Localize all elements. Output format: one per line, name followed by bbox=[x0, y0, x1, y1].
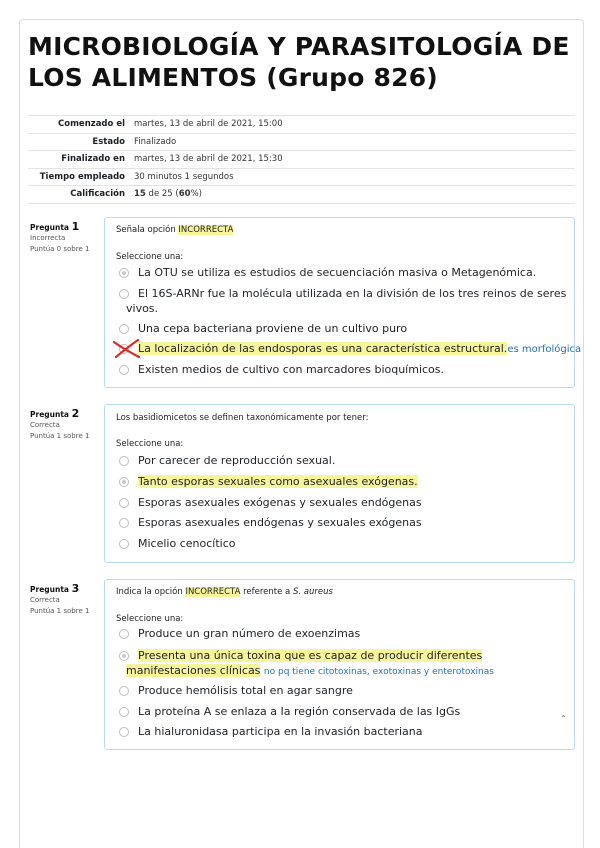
option-text: Esporas asexuales exógenas y sexuales endógenas bbox=[138, 496, 422, 509]
summary-row-grade bbox=[28, 186, 575, 204]
grade-middle: de 25 ( bbox=[145, 189, 179, 200]
question-text-prefix: Señala opción bbox=[116, 225, 179, 235]
radio-button[interactable] bbox=[119, 518, 129, 528]
radio-button[interactable] bbox=[119, 539, 129, 549]
answer-option[interactable] bbox=[118, 724, 568, 739]
handwritten-annotation: no pq tiene citotoxinas, exotoxinas y enterotoxinas bbox=[263, 667, 494, 677]
option-text: Produce hemólisis total en agar sangre bbox=[138, 684, 353, 697]
summary-row bbox=[28, 133, 575, 151]
option-text: Una cepa bacteriana proviene de un cultivo puro bbox=[138, 322, 408, 335]
question-text-highlight: INCORRECTA bbox=[185, 587, 241, 597]
incorrect-x-mark-icon bbox=[112, 339, 142, 359]
select-prompt: Seleccione una: bbox=[116, 439, 184, 449]
answer-option[interactable] bbox=[118, 515, 568, 530]
summary-label: Tiempo empleado bbox=[28, 168, 130, 186]
answer-option[interactable] bbox=[118, 648, 568, 680]
select-prompt: Seleccione una: bbox=[116, 252, 184, 262]
question-points: Puntúa 1 sobre 1 bbox=[30, 607, 90, 615]
option-text-wrap bbox=[126, 648, 568, 680]
radio-button[interactable] bbox=[119, 707, 129, 717]
grade-end: %) bbox=[190, 189, 202, 200]
summary-value: martes, 13 de abril de 2021, 15:00 bbox=[130, 116, 575, 134]
option-text: La OTU se utiliza es estudios de secuenciación masiva o Metagenómica. bbox=[138, 266, 537, 279]
answer-option[interactable] bbox=[118, 341, 582, 357]
option-text: Presenta una única toxina que es capaz de producir diferentes manifestaciones clínicas bbox=[126, 649, 483, 677]
summary-label: Comenzado el bbox=[28, 116, 130, 134]
question-text-highlight: INCORRECTA bbox=[178, 225, 234, 235]
question-text-middle: referente a bbox=[240, 587, 293, 597]
grade-score: 15 bbox=[134, 189, 146, 200]
question-label: Pregunta bbox=[30, 410, 69, 419]
summary-value: 30 minutos 1 segundos bbox=[130, 168, 575, 186]
question-label: Pregunta bbox=[30, 223, 69, 232]
answer-option[interactable] bbox=[118, 321, 568, 336]
question-title bbox=[30, 408, 89, 420]
answer-option[interactable] bbox=[118, 495, 568, 510]
scroll-up-icon[interactable]: ˆ bbox=[561, 715, 566, 726]
option-text: La localización de las endosporas es una característica estructural. bbox=[138, 342, 508, 355]
grade-label: Calificación bbox=[28, 186, 130, 204]
radio-button[interactable] bbox=[119, 324, 129, 334]
radio-button[interactable] bbox=[119, 686, 129, 696]
summary-row bbox=[28, 116, 575, 134]
answer-option[interactable] bbox=[118, 265, 568, 280]
option-text: Existen medios de cultivo con marcadores bioquímicos. bbox=[138, 363, 445, 376]
answer-option[interactable] bbox=[118, 286, 568, 316]
option-text: Tanto esporas sexuales como asexuales exógenas. bbox=[138, 475, 418, 488]
question-status: Incorrecta bbox=[30, 234, 66, 242]
radio-button[interactable] bbox=[119, 456, 129, 466]
question-text bbox=[116, 587, 333, 597]
answer-option[interactable] bbox=[118, 683, 568, 698]
question-status: Correcta bbox=[30, 596, 60, 604]
summary-row bbox=[28, 168, 575, 186]
grade-value bbox=[130, 186, 575, 204]
answer-option[interactable] bbox=[118, 362, 568, 377]
question-label: Pregunta bbox=[30, 585, 69, 594]
radio-button[interactable] bbox=[119, 365, 129, 375]
question-text-italic: S. aureus bbox=[292, 587, 333, 597]
question-number: 2 bbox=[71, 407, 80, 420]
question-info bbox=[30, 408, 89, 442]
summary-label: Estado bbox=[28, 133, 130, 151]
select-prompt: Seleccione una: bbox=[116, 614, 184, 624]
question-text: Los basidiomicetos se definen taxonómicamente por tener: bbox=[116, 413, 369, 423]
question-box bbox=[104, 404, 575, 563]
radio-button[interactable] bbox=[119, 629, 129, 639]
option-text: La proteína A se enlaza a Ia región conservada de las IgGs bbox=[138, 705, 461, 718]
question-text bbox=[116, 225, 233, 235]
radio-button[interactable] bbox=[119, 289, 129, 299]
answer-option[interactable] bbox=[118, 474, 568, 489]
question-text-prefix: Indica la opción bbox=[116, 587, 186, 597]
option-text: La hialuronidasa participa en la invasión bacteriana bbox=[138, 725, 423, 738]
summary-value: martes, 13 de abril de 2021, 15:30 bbox=[130, 151, 575, 169]
question-box bbox=[104, 217, 582, 388]
question-points: Puntúa 1 sobre 1 bbox=[30, 432, 90, 440]
question-number: 1 bbox=[71, 220, 80, 233]
radio-button[interactable] bbox=[119, 477, 129, 487]
summary-value: Finalizado bbox=[130, 133, 575, 151]
radio-button[interactable] bbox=[119, 727, 129, 737]
question-status: Correcta bbox=[30, 421, 60, 429]
option-text: Micelio cenocítico bbox=[138, 537, 236, 550]
page-title: MICROBIOLOGÍA Y PARASITOLOGÍA DE LOS ALIMENTOS (Grupo 826) bbox=[28, 32, 570, 92]
grade-percent: 60 bbox=[178, 189, 191, 200]
answer-option[interactable] bbox=[118, 536, 568, 551]
option-text: Esporas asexuales endógenas y sexuales exógenas bbox=[138, 516, 422, 529]
question-points: Puntúa 0 sobre 1 bbox=[30, 245, 90, 253]
option-text: Produce un gran número de exoenzimas bbox=[138, 627, 361, 640]
radio-button[interactable] bbox=[119, 651, 129, 661]
summary-label: Finalizado en bbox=[28, 151, 130, 169]
question-box bbox=[104, 579, 575, 750]
option-text: Por carecer de reproducción sexual. bbox=[138, 454, 336, 467]
attempt-summary bbox=[28, 115, 575, 204]
question-info bbox=[30, 221, 89, 255]
option-text-wrap bbox=[138, 341, 582, 357]
question-title bbox=[30, 583, 89, 595]
option-text-wrap bbox=[138, 474, 568, 489]
answer-option[interactable] bbox=[118, 704, 568, 719]
handwritten-annotation: es morfológica bbox=[507, 344, 582, 355]
question-title bbox=[30, 221, 89, 233]
radio-button[interactable] bbox=[119, 498, 129, 508]
option-text: El 16S-ARNr fue la molécula utilizada en la división de los tres reinos de seres vivos. bbox=[126, 287, 567, 315]
question-number: 3 bbox=[71, 582, 80, 595]
question-info bbox=[30, 583, 89, 617]
radio-button[interactable] bbox=[119, 268, 129, 278]
answer-option[interactable] bbox=[118, 626, 568, 641]
summary-row bbox=[28, 151, 575, 169]
answer-option[interactable] bbox=[118, 453, 568, 468]
